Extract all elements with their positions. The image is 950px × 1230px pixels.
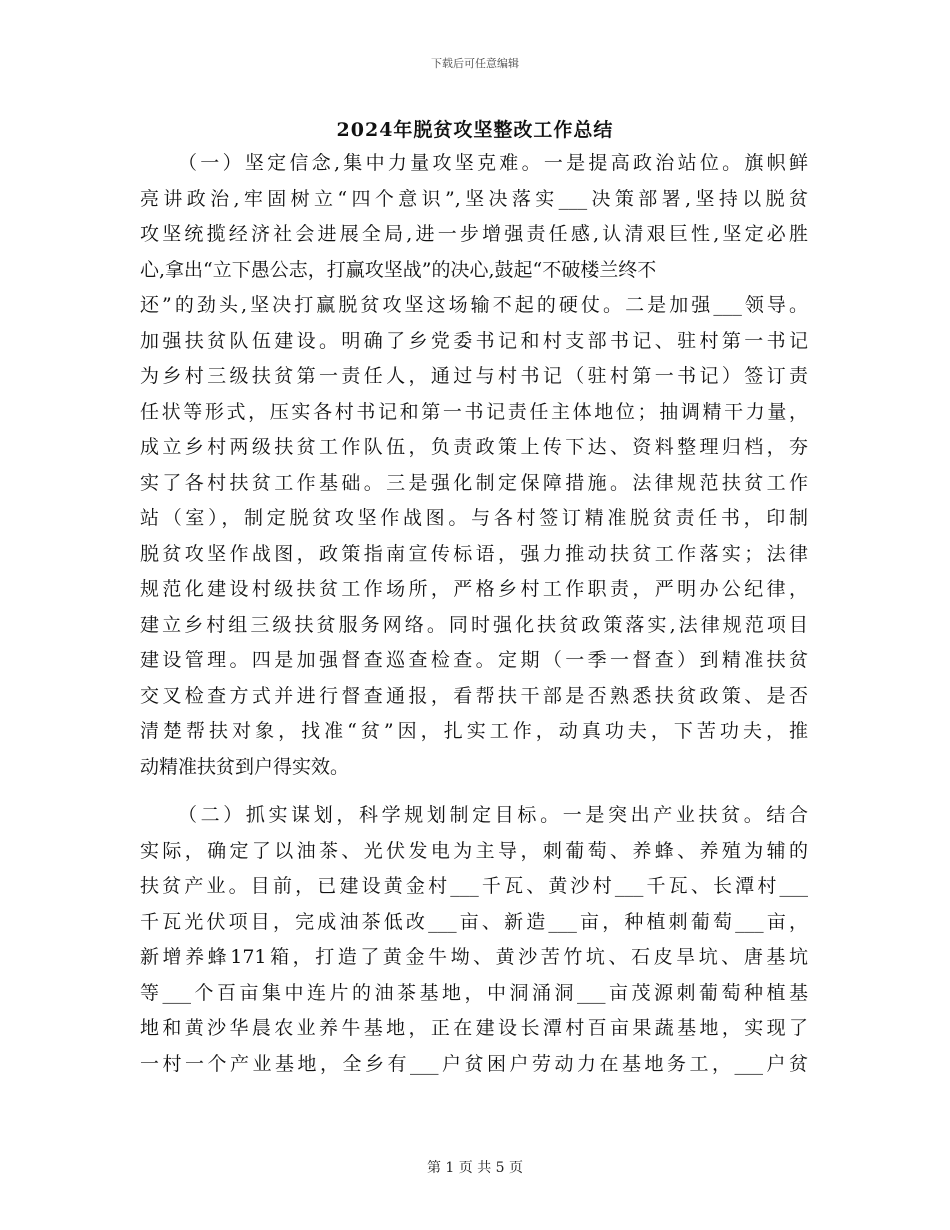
paragraph-1-line: 攻坚统揽经济社会进展全局,进一步增强责任感,认清艰巨性,坚定必胜 (140, 223, 808, 245)
document-body (140, 146, 808, 1082)
paragraph-1-line: 为乡村三级扶贫第一责任人，通过与村书记（驻村第一书记）签订责 (140, 365, 808, 387)
paragraph-1-line: （一）坚定信念,集中力量攻坚克难。一是提高政治站位。旗帜鲜 (178, 152, 808, 174)
paragraph-spacer (140, 785, 808, 798)
header-note: 下载后可任意编辑 (431, 57, 519, 70)
paragraph-1-line: 任状等形式，压实各村书记和第一书记责任主体地位；抽调精干力量， (140, 400, 808, 423)
paragraph-1-line: 加强扶贫队伍建设。明确了乡党委书记和村支部书记、驻村第一书记 (140, 329, 808, 352)
paragraph-1-line: 清楚帮扶对象，找准“贫”因，扎实工作，动真功夫，下苦功夫，推 (140, 720, 808, 742)
paragraph-1-line: 交叉检查方式并进行督查通报，看帮扶干部是否熟悉扶贫政策、是否 (140, 684, 808, 707)
paragraph-1-line: 脱贫攻坚作战图，政策指南宣传标语，强力推动扶贫工作落实；法律 (140, 542, 808, 565)
paragraph-2-line: （二）抓实谋划，科学规划制定目标。一是突出产业扶贫。结合 (178, 804, 808, 826)
paragraph-2-line: 等___个百亩集中连片的油茶基地，中洞涌洞___亩茂源刺葡萄种植基 (140, 981, 808, 1004)
paragraph-1-line: 动精准扶贫到户得实效。 (140, 755, 350, 778)
paragraph-1-line: 亮讲政治,牢固树立“四个意识”,坚决落实___决策部署,坚持以脱贫 (140, 187, 808, 210)
paragraph-2-line: 新增养蜂171箱，打造了黄金牛坳、黄沙苦竹坑、石皮旱坑、唐基坑 (140, 946, 808, 968)
paragraph-2-line: 千瓦光伏项目，完成油茶低改___亩、新造___亩，种植刺葡萄___亩， (140, 910, 808, 933)
paragraph-1-line: 还”的劲头,坚决打赢脱贫攻坚这场输不起的硬仗。二是加强___领导。 (140, 294, 808, 316)
paragraph-2-line: 扶贫产业。目前，已建设黄金村___千瓦、黄沙村___千瓦、长潭村___ (140, 875, 808, 897)
paragraph-1-line: 建立乡村组三级扶贫服务网络。同时强化扶贫政策落实,法律规范项目 (140, 613, 808, 636)
paragraph-1-line: 站（室），制定脱贫攻坚作战图。与各村签订精准脱贫责任书，印制 (140, 507, 808, 529)
paragraph-1-line: 建设管理。四是加强督查巡查检查。定期（一季一督查）到精准扶贫 (140, 649, 808, 671)
paragraph-2-line: 地和黄沙华晨农业养牛基地，正在建设长潭村百亩果蔬基地，实现了 (140, 1017, 808, 1039)
paragraph-1-line: 规范化建设村级扶贫工作场所，严格乡村工作职责，严明办公纪律， (140, 578, 808, 600)
page-number-footer: 第 1 页 共 5 页 (426, 1160, 524, 1176)
document-title: 2024年脱贫攻坚整改工作总结 (336, 119, 614, 141)
paragraph-1-line: 心,拿出“立下愚公志，打赢攻坚战”的决心,鼓起“不破楼兰终不 (140, 258, 657, 281)
paragraph-1-line: 成立乡村两级扶贫工作队伍，负责政策上传下达、资料整理归档，夯 (140, 436, 808, 458)
paragraph-1-line: 实了各村扶贫工作基础。三是强化制定保障措施。法律规范扶贫工作 (140, 471, 808, 494)
paragraph-2-line: 实际，确定了以油茶、光伏发电为主导，刺葡萄、养蜂、养殖为辅的 (140, 839, 808, 862)
paragraph-2-line: 一村一个产业基地，全乡有___户贫困户劳动力在基地务工，___户贫 (140, 1052, 808, 1075)
